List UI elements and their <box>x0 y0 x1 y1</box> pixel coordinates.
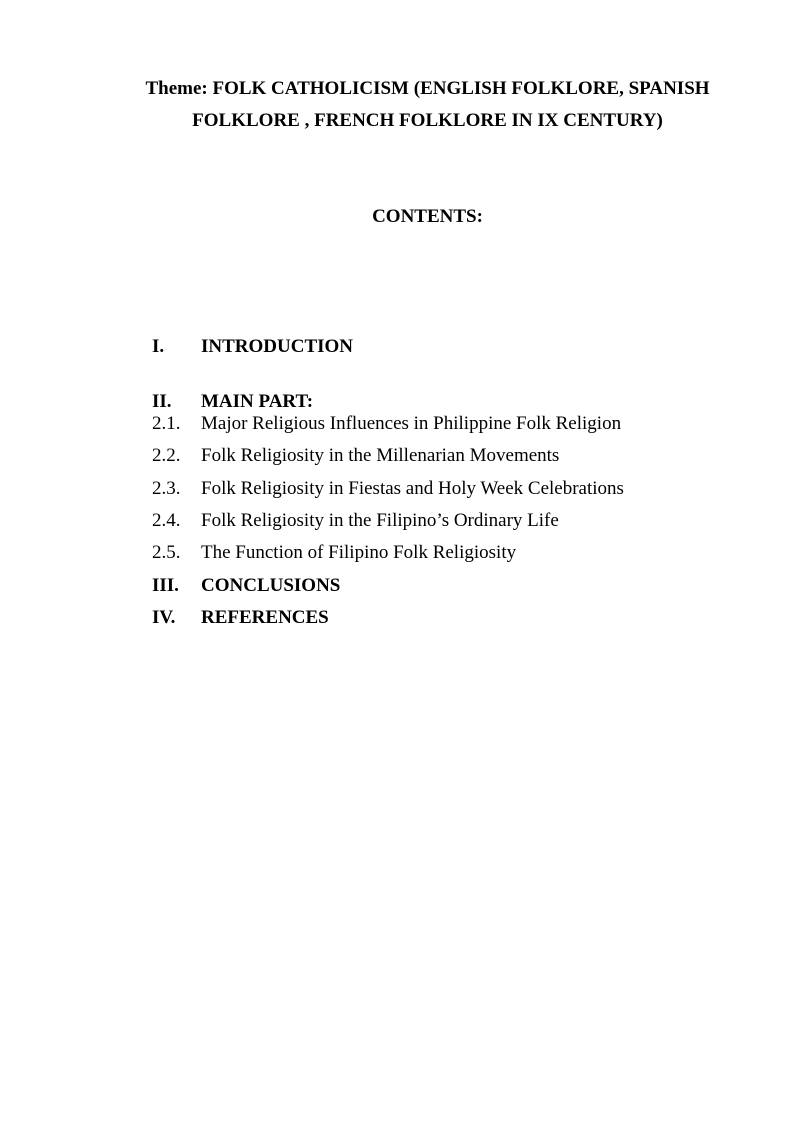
toc-title: REFERENCES <box>201 607 329 628</box>
toc-title: CONCLUSIONS <box>201 575 341 596</box>
toc-number: I. <box>152 336 165 357</box>
toc-title: MAIN PART: <box>201 391 314 412</box>
toc-number: III. <box>152 575 179 596</box>
toc-entry-2-1 <box>152 412 621 436</box>
toc-title: INTRODUCTION <box>201 336 354 357</box>
toc-entry-references <box>152 606 329 630</box>
toc-entry-introduction <box>152 335 353 359</box>
toc-entry-2-3 <box>152 477 624 501</box>
toc-number: 2.3. <box>152 478 181 499</box>
theme-line-1: Theme: FOLK CATHOLICISM (ENGLISH FOLKLORE, SPANISH <box>145 78 710 99</box>
document-theme-title <box>100 73 755 137</box>
toc-number: 2.5. <box>152 542 181 563</box>
toc-entry-2-4 <box>152 509 559 533</box>
toc-number: 2.2. <box>152 445 181 466</box>
toc-entry-conclusions <box>152 574 340 598</box>
toc-number: II. <box>152 391 172 412</box>
toc-title: Folk Religiosity in the Millenarian Movements <box>201 445 560 466</box>
theme-line-2: FOLKLORE , FRENCH FOLKLORE IN IX CENTURY) <box>192 110 663 131</box>
toc-title: Folk Religiosity in Fiestas and Holy Week Celebrations <box>201 478 624 499</box>
contents-heading: CONTENTS: <box>372 206 483 227</box>
toc-entry-main-part <box>152 390 313 414</box>
toc-entry-2-5 <box>152 541 516 565</box>
toc-title: The Function of Filipino Folk Religiosity <box>201 542 517 563</box>
toc-title: Folk Religiosity in the Filipino’s Ordinary Life <box>201 510 559 531</box>
toc-number: 2.1. <box>152 413 181 434</box>
toc-number: IV. <box>152 607 176 628</box>
toc-entry-2-2 <box>152 444 559 468</box>
toc-title: Major Religious Influences in Philippine Folk Religion <box>201 413 622 434</box>
toc-number: 2.4. <box>152 510 181 531</box>
